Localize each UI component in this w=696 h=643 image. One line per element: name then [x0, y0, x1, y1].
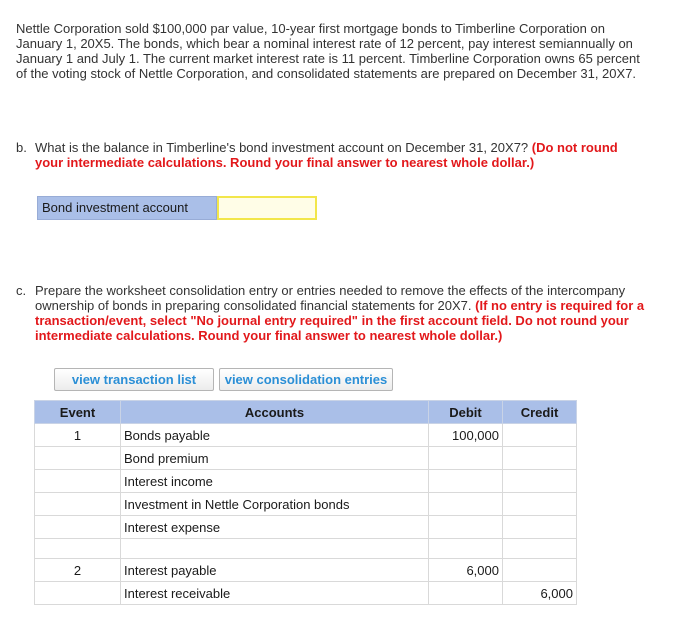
question-b	[16, 140, 636, 170]
credit-cell[interactable]	[503, 493, 577, 516]
credit-cell[interactable]	[503, 516, 577, 539]
credit-header: Credit	[503, 401, 577, 424]
account-cell[interactable]: Bond premium	[121, 447, 429, 470]
view-consolidation-entries-button[interactable]: view consolidation entries	[219, 368, 393, 391]
event-cell	[35, 582, 121, 605]
credit-cell[interactable]	[503, 424, 577, 447]
table-header-row	[35, 401, 577, 424]
question-c-instruction: (If no entry is required for a transaction/event, select "No journal entry required" in the first account field. Do not round your intermediate calculations. Round your final answer to nearest whole dollar.)	[35, 298, 645, 343]
account-cell[interactable]	[121, 539, 429, 559]
view-transaction-list-button[interactable]: view transaction list	[54, 368, 214, 391]
event-header: Event	[35, 401, 121, 424]
consolidation-worksheet-table	[34, 400, 577, 605]
problem-statement: Nettle Corporation sold $100,000 par value, 10-year first mortgage bonds to Timberline Corporation on January 1, 20X5. The bonds, which bear a nominal interest rate of 12 percent, pay interest semiannually on January 1 and July 1. The current market interest rate is 11 percent. Timberline Corporation owns 65 percent of the voting stock of Nettle Corporation, and consolidated statements are prepared on December 31, 20X7.	[16, 21, 640, 81]
question-c-letter: c.	[16, 283, 27, 298]
debit-cell[interactable]	[429, 470, 503, 493]
event-cell	[35, 493, 121, 516]
event-cell: 2	[35, 559, 121, 582]
table-row	[35, 424, 577, 447]
debit-cell[interactable]	[429, 582, 503, 605]
account-cell[interactable]: Interest payable	[121, 559, 429, 582]
table-row	[35, 470, 577, 493]
table-row	[35, 516, 577, 539]
question-c-text: Prepare the worksheet consolidation entry or entries needed to remove the effects of the intercompany ownership of bonds in preparing consolidated financial statements for 20X7.	[35, 283, 626, 313]
event-cell: 1	[35, 424, 121, 447]
event-cell	[35, 516, 121, 539]
question-b-body	[35, 140, 636, 170]
table-row	[35, 582, 577, 605]
table-row	[35, 447, 577, 470]
credit-cell[interactable]	[503, 447, 577, 470]
accounts-header: Accounts	[121, 401, 429, 424]
debit-cell[interactable]	[429, 493, 503, 516]
account-cell[interactable]: Interest receivable	[121, 582, 429, 605]
credit-cell[interactable]	[503, 539, 577, 559]
account-cell[interactable]: Investment in Nettle Corporation bonds	[121, 493, 429, 516]
debit-cell[interactable]: 100,000	[429, 424, 503, 447]
credit-cell[interactable]: 6,000	[503, 582, 577, 605]
debit-cell[interactable]	[429, 447, 503, 470]
table-row	[35, 559, 577, 582]
credit-cell[interactable]	[503, 470, 577, 493]
table-row	[35, 493, 577, 516]
account-cell[interactable]: Bonds payable	[121, 424, 429, 447]
account-cell[interactable]: Interest income	[121, 470, 429, 493]
account-cell[interactable]: Interest expense	[121, 516, 429, 539]
event-cell	[35, 447, 121, 470]
debit-cell[interactable]	[429, 516, 503, 539]
question-b-text: What is the balance in Timberline's bond investment account on December 31, 20X7?	[35, 140, 529, 155]
question-b-instruction: (Do not round your intermediate calculations. Round your final answer to nearest whole dollar.)	[35, 140, 618, 170]
question-b-letter: b.	[16, 140, 27, 155]
debit-cell[interactable]: 6,000	[429, 559, 503, 582]
bond-investment-input[interactable]	[217, 196, 317, 220]
table-row	[35, 539, 577, 559]
debit-header: Debit	[429, 401, 503, 424]
event-cell	[35, 470, 121, 493]
question-c	[16, 283, 656, 343]
bond-investment-label: Bond investment account	[37, 196, 217, 220]
debit-cell[interactable]	[429, 539, 503, 559]
question-c-body	[35, 283, 656, 343]
credit-cell[interactable]	[503, 559, 577, 582]
event-cell	[35, 539, 121, 559]
